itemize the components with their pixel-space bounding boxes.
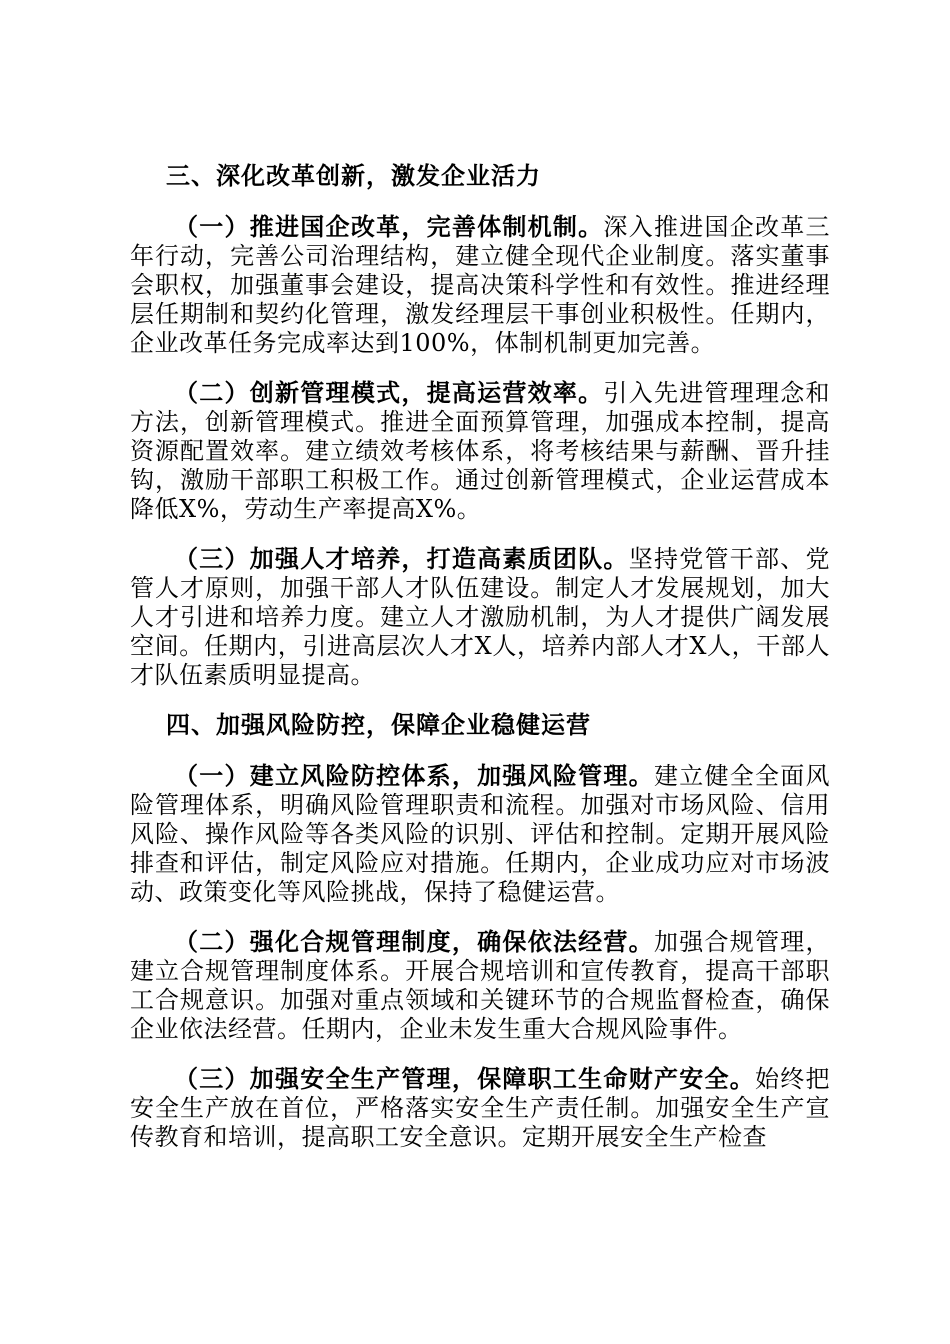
paragraph-lead: （三）加强安全生产管理，保障职工生命财产安全。 — [174, 1065, 755, 1093]
paragraph-body: 深入推进国企改革三年行动，完善公司治理结构，建立健全现代企业制度。落实董事会职权，加强董事会建设，提高决策科学性和有效性。推进经理层任期制和契约化管理，激发经理层干事创业积极性。任期内，企业改革任务完成率达到100%，体制机制更加完善。 — [130, 213, 831, 357]
paragraph-4-2 — [130, 928, 830, 1044]
paragraph-lead: （一）推进国企改革，完善体制机制。 — [174, 213, 604, 241]
paragraph-lead: （二）强化合规管理制度，确保依法经营。 — [174, 928, 654, 956]
document-page — [130, 162, 830, 1173]
section-heading-3: 三、深化改革创新，激发企业活力 — [166, 162, 541, 190]
paragraph-body: 引入先进管理理念和方法，创新管理模式。推进全面预算管理，加强成本控制，提高资源配置效率。建立绩效考核体系，将考核结果与薪酬、晋升挂钩，激励干部职工积极工作。通过创新管理模式，企业运营成本降低X%，劳动生产率提高X%。 — [130, 379, 831, 523]
paragraph-body: 始终把安全生产放在首位，严格落实安全生产责任制。加强安全生产宣传教育和培训，提高职工安全意识。定期开展安全生产检查 — [130, 1065, 831, 1151]
section-heading-4: 四、加强风险防控，保障企业稳健运营 — [166, 711, 591, 739]
paragraph-3-3 — [130, 545, 830, 690]
paragraph-3-1 — [130, 213, 830, 358]
paragraph-4-1 — [130, 762, 830, 907]
paragraph-body: 坚持党管干部、党管人才原则，加强干部人才队伍建设。制定人才发展规划，加大人才引进和培养力度。建立人才激励机制，为人才提供广阔发展空间。任期内，引进高层次人才X人，培养内部人才X人，干部人才队伍素质明显提高。 — [130, 545, 831, 689]
paragraph-4-3 — [130, 1065, 830, 1152]
paragraph-3-2 — [130, 379, 830, 524]
paragraph-lead: （三）加强人才培养，打造高素质团队。 — [174, 545, 629, 573]
paragraph-lead: （一）建立风险防控体系，加强风险管理。 — [174, 762, 654, 790]
paragraph-body: 加强合规管理，建立合规管理制度体系。开展合规培训和宣传教育，提高干部职工合规意识。加强对重点领域和关键环节的合规监督检查，确保企业依法经营。任期内，企业未发生重大合规风险事件。 — [130, 928, 831, 1043]
paragraph-body: 建立健全全面风险管理体系，明确风险管理职责和流程。加强对市场风险、信用风险、操作风险等各类风险的识别、评估和控制。定期开展风险排查和评估，制定风险应对措施。任期内，企业成功应对市场波动、政策变化等风险挑战，保持了稳健运营。 — [130, 762, 831, 906]
paragraph-lead: （二）创新管理模式，提高运营效率。 — [174, 379, 604, 407]
